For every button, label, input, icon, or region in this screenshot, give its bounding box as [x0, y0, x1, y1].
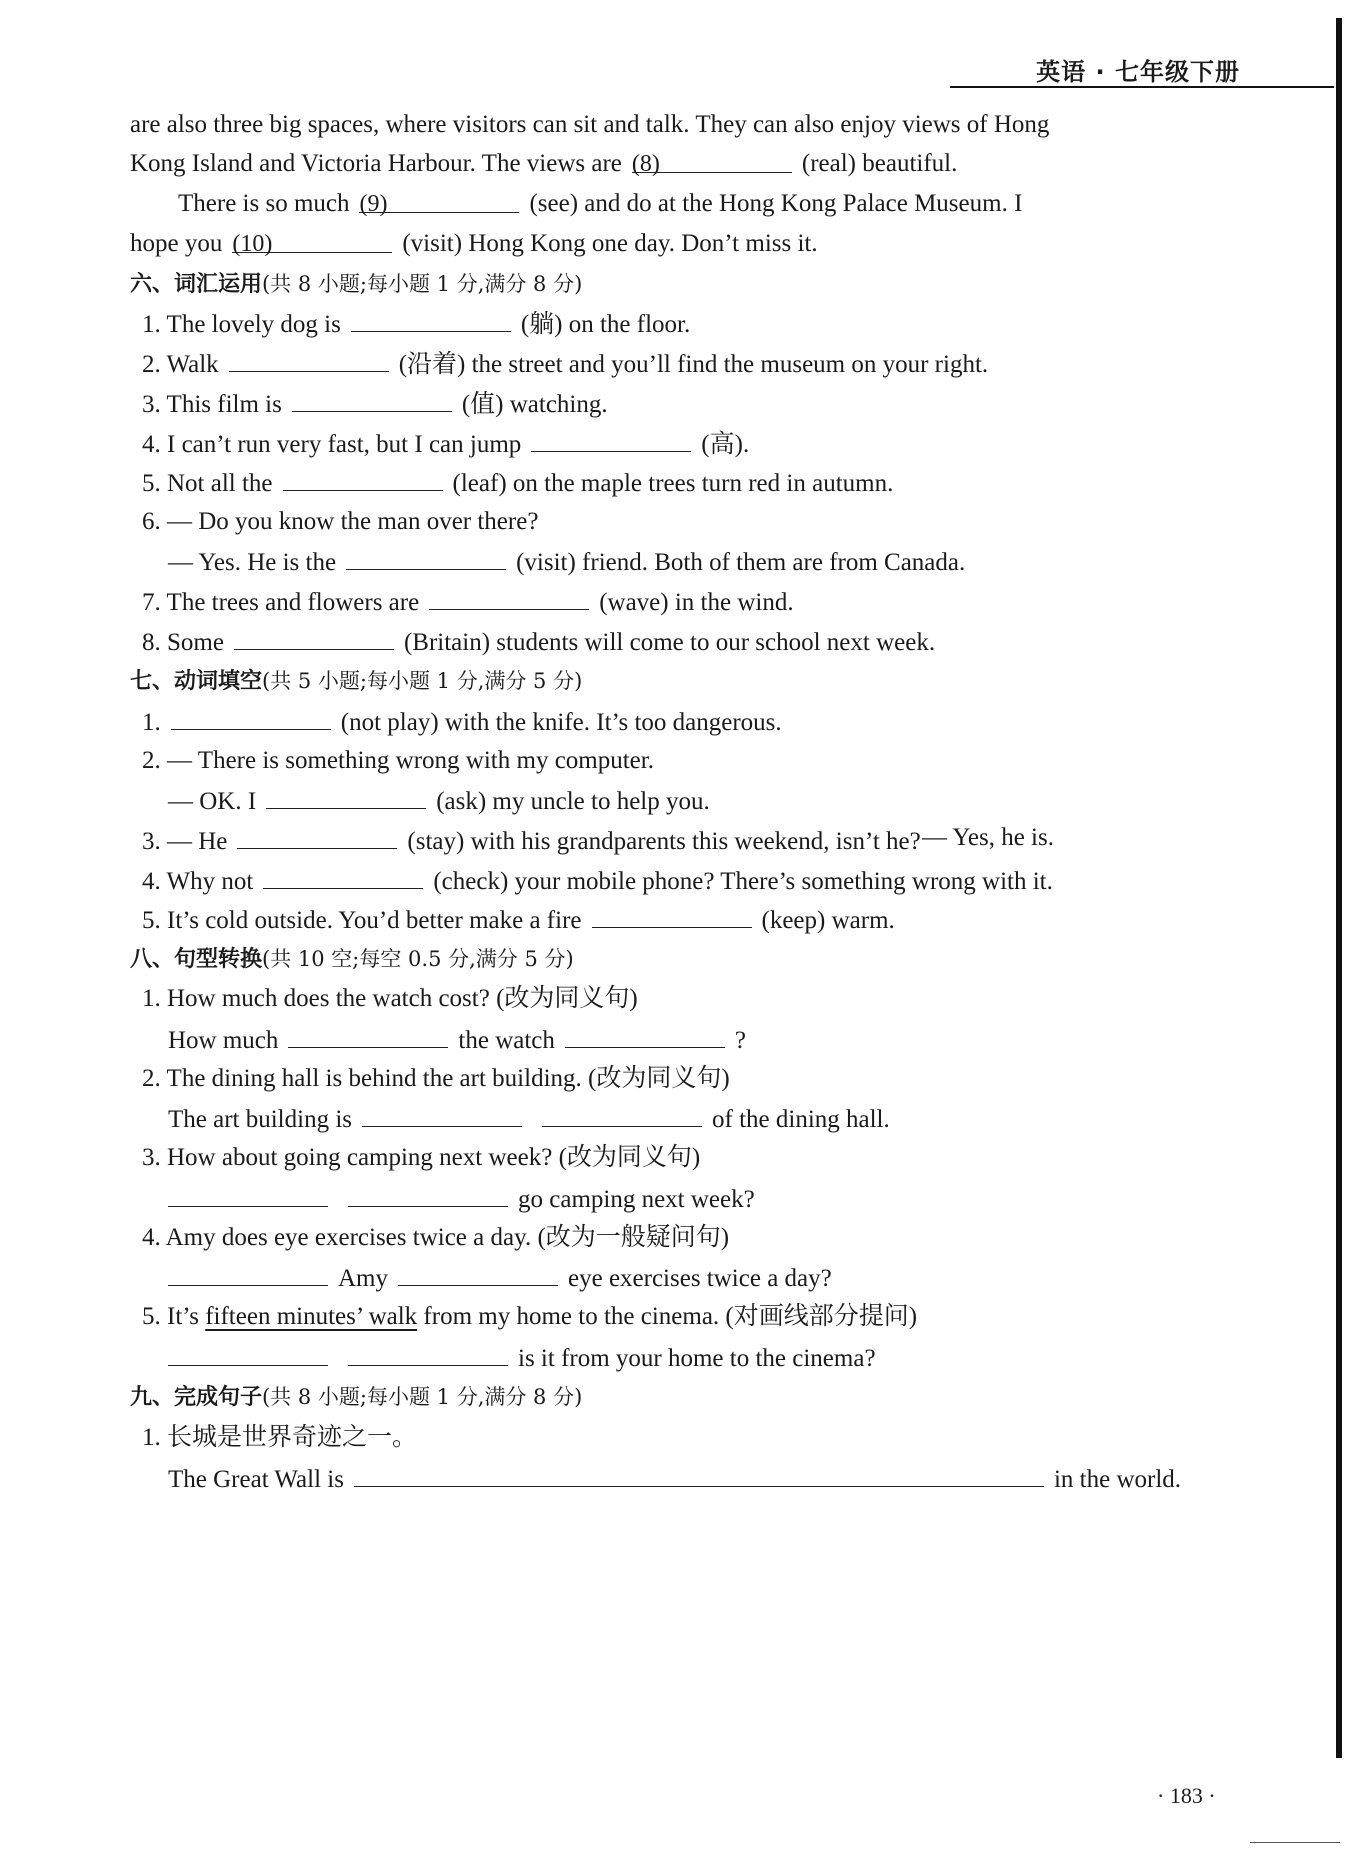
s9-question-1-answer: The Great Wall is in the world.: [168, 1462, 1181, 1496]
s6-q4-blank[interactable]: [531, 427, 691, 452]
s6-question-1: 1. The lovely dog is (躺) on the floor.: [142, 307, 690, 341]
header-title: 英语 · 七年级下册: [1036, 58, 1240, 86]
s7-question-2: 2. — There is something wrong with my computer.: [142, 747, 654, 774]
passage-line-2: Kong Island and Victoria Harbour. The views are (8) (real) beautiful.: [130, 150, 958, 177]
s8-q2-blank-2[interactable]: [542, 1102, 702, 1127]
s6-question-4: 4. I can’t run very fast, but I can jump (高).: [142, 427, 749, 461]
s6-question-7: 7. The trees and flowers are (wave) in the wind.: [142, 585, 794, 619]
s6-q7-blank[interactable]: [429, 585, 589, 610]
answer-blank-8[interactable]: (8): [632, 148, 792, 173]
s8-question-1: 1. How much does the watch cost? (改为同义句): [142, 985, 638, 1012]
s8-q1-blank-2[interactable]: [565, 1023, 725, 1048]
passage-line-3: There is so much (9) (see) and do at the Hong Kong Palace Museum. I: [178, 190, 1023, 217]
s7-q3-blank[interactable]: [237, 824, 397, 849]
s8-question-5: 5. It’s fifteen minutes’ walk from my home to the cinema. (对画线部分提问): [142, 1303, 918, 1330]
s8-question-2-answer: The art building is of the dining hall.: [168, 1102, 890, 1136]
s6-question-2: 2. Walk (沿着) the street and you’ll find the museum on your right.: [142, 347, 988, 381]
s8-question-4: 4. Amy does eye exercises twice a day. (改为一般疑问句): [142, 1224, 730, 1251]
s9-question-1: 1. 长城是世界奇迹之一。: [142, 1424, 418, 1451]
s8-q2-blank-1[interactable]: [362, 1102, 522, 1127]
s6-q3-blank[interactable]: [292, 387, 452, 412]
s8-q3-blank-1[interactable]: [168, 1182, 328, 1207]
s6-q6-blank[interactable]: [346, 545, 506, 570]
s8-q1-blank-1[interactable]: [288, 1023, 448, 1048]
s8-q5-blank-2[interactable]: [348, 1341, 508, 1366]
s8-question-4-answer: Amy eye exercises twice a day?: [158, 1261, 832, 1295]
s6-question-3: 3. This film is (值) watching.: [142, 387, 608, 421]
footer-rule: [1250, 1842, 1340, 1843]
s7-question-4: 4. Why not (check) your mobile phone? There’s something wrong with it.: [142, 864, 1053, 898]
answer-blank-10[interactable]: (10): [232, 228, 392, 253]
section-9-heading: 九、完成句子(共 8 小题;每小题 1 分,满分 8 分): [130, 1385, 583, 1410]
s8-q4-blank-2[interactable]: [398, 1261, 558, 1286]
answer-blank-9[interactable]: (9): [359, 188, 519, 213]
section-6-heading: 六、词汇运用(共 8 小题;每小题 1 分,满分 8 分): [130, 272, 583, 297]
s8-question-3-answer: go camping next week?: [158, 1182, 755, 1216]
s8-question-1-answer: How much the watch ?: [168, 1023, 746, 1057]
s8-q4-blank-1[interactable]: [168, 1261, 328, 1286]
s8-q3-blank-2[interactable]: [348, 1182, 508, 1207]
s9-q1-blank[interactable]: [354, 1462, 1044, 1487]
s6-question-5: 5. Not all the (leaf) on the maple trees turn red in autumn.: [142, 466, 893, 500]
s8-q5-blank-1[interactable]: [168, 1341, 328, 1366]
s6-q8-blank[interactable]: [234, 625, 394, 650]
passage-line-1: are also three big spaces, where visitors can sit and talk. They can also enjoy views of Hong: [130, 111, 1050, 138]
s7-question-1: 1. (not play) with the knife. It’s too dangerous.: [142, 705, 782, 739]
passage-line-4: hope you (10) (visit) Hong Kong one day. Don’t miss it.: [130, 230, 818, 257]
s6-question-6-answer: — Yes. He is the (visit) friend. Both of them are from Canada.: [168, 545, 965, 579]
s8-question-2: 2. The dining hall is behind the art building. (改为同义句): [142, 1065, 730, 1092]
page-number: · 183 ·: [1157, 1783, 1216, 1808]
s7-question-3-reply: — Yes, he is.: [922, 824, 1054, 851]
s6-q1-blank[interactable]: [351, 307, 511, 332]
s7-q1-blank[interactable]: [171, 705, 331, 730]
s7-q4-blank[interactable]: [263, 864, 423, 889]
s8-question-5-answer: is it from your home to the cinema?: [158, 1341, 876, 1375]
s6-question-8: 8. Some (Britain) students will come to our school next week.: [142, 625, 935, 659]
s8-question-3: 3. How about going camping next week? (改为同义句): [142, 1144, 701, 1171]
s6-q2-blank[interactable]: [229, 347, 389, 372]
header-rule: [950, 86, 1334, 88]
s6-q5-blank[interactable]: [283, 466, 443, 491]
s7-q2-blank[interactable]: [266, 784, 426, 809]
section-7-heading: 七、动词填空(共 5 小题;每小题 1 分,满分 5 分): [130, 669, 583, 694]
s7-q5-blank[interactable]: [592, 903, 752, 928]
s7-question-3: 3. — He (stay) with his grandparents this weekend, isn’t he?: [142, 824, 921, 858]
page-edge-line: [1336, 18, 1342, 1758]
s7-question-5: 5. It’s cold outside. You’d better make a fire (keep) warm.: [142, 903, 895, 937]
s7-question-2-answer: — OK. I (ask) my uncle to help you.: [168, 784, 710, 818]
section-8-heading: 八、句型转换(共 10 空;每空 0.5 分,满分 5 分): [130, 947, 574, 972]
s6-question-6: 6. — Do you know the man over there?: [142, 508, 539, 535]
underlined-phrase: fifteen minutes’ walk: [205, 1303, 418, 1330]
